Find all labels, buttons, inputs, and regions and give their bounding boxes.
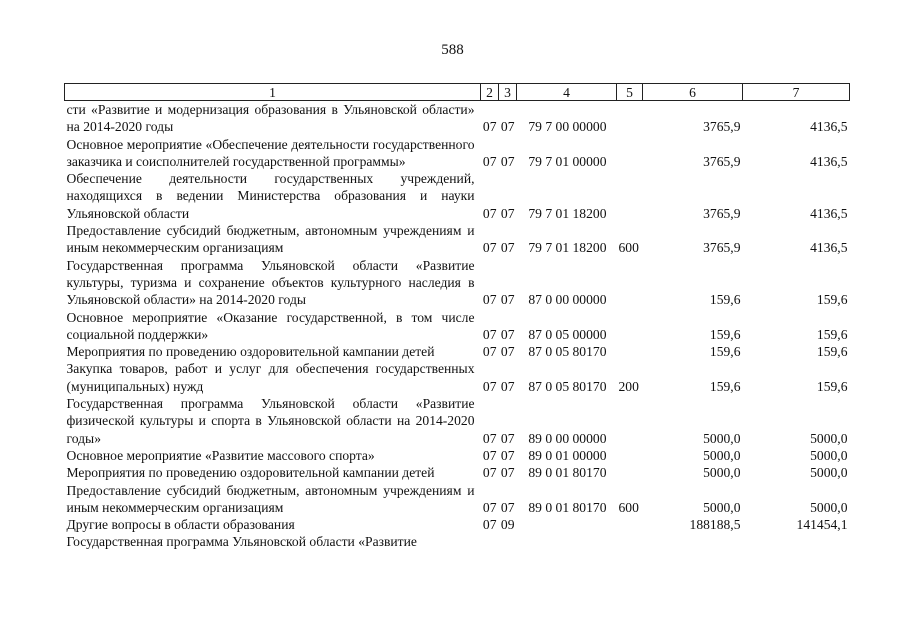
page-number: 588	[441, 42, 464, 58]
row-name: сти «Развитие и модернизация образования в Ульяновской области» на 2014-2020 годы	[66, 102, 475, 135]
row-amount-col7: 5000,0	[810, 499, 848, 515]
table-row	[65, 464, 850, 481]
row-expense-type	[617, 447, 643, 464]
row-name: Закупка товаров, работ и услуг для обеспечения государственных (муниципальных) нужд	[66, 361, 475, 394]
row-section: 07	[482, 326, 497, 342]
row-amount-col7: 4136,5	[810, 240, 848, 256]
row-target-article: 79 7 01 00000	[528, 153, 607, 169]
row-expense-type	[617, 533, 643, 550]
table-row	[65, 533, 850, 550]
row-amount-col6: 3765,9	[703, 205, 741, 221]
row-name: Основное мероприятие «Оказание государственной, в том числе социальной поддержки»	[66, 309, 475, 342]
table-row	[65, 516, 850, 533]
row-subsection: 07	[500, 465, 515, 481]
row-amount-col7	[743, 533, 850, 550]
row-name: Обеспечение деятельности государственных учреждений, находящихся в ведении Министерства образования и науки Ульяновской области	[66, 171, 475, 221]
row-amount-col7: 159,6	[816, 326, 848, 342]
row-expense-type: 200	[618, 378, 639, 394]
row-name: Мероприятия по проведению оздоровительной кампании детей	[66, 344, 435, 360]
row-amount-col6: 3765,9	[703, 240, 741, 256]
row-amount-col7: 4136,5	[810, 205, 848, 221]
table-row	[65, 101, 850, 136]
row-expense-type	[617, 464, 643, 481]
row-amount-col6: 5000,0	[703, 499, 741, 515]
row-expense-type: 600	[618, 240, 639, 256]
row-subsection: 07	[500, 326, 515, 342]
row-subsection: 07	[500, 499, 515, 515]
row-section	[481, 533, 499, 550]
row-subsection	[499, 533, 517, 550]
table-header	[65, 84, 850, 101]
table-body	[65, 101, 850, 551]
row-target-article: 79 7 01 18200	[528, 240, 607, 256]
row-section: 07	[482, 292, 497, 308]
column-header-1: 1	[65, 84, 481, 101]
row-target-article: 87 0 00 00000	[528, 292, 607, 308]
row-section: 07	[482, 378, 497, 394]
table-row	[65, 136, 850, 171]
row-section: 07	[482, 240, 497, 256]
row-subsection: 07	[500, 292, 515, 308]
row-expense-type	[617, 101, 643, 136]
row-expense-type	[617, 170, 643, 222]
row-target-article: 89 0 01 80170	[528, 499, 607, 515]
row-name: Государственная программа Ульяновской области «Развитие	[66, 534, 417, 550]
row-section: 07	[482, 517, 497, 533]
row-expense-type	[617, 516, 643, 533]
table-row	[65, 309, 850, 344]
row-section: 07	[482, 465, 497, 481]
row-amount-col7: 141454,1	[796, 517, 848, 533]
row-amount-col7: 159,6	[816, 344, 848, 360]
row-section: 07	[482, 205, 497, 221]
row-amount-col6: 5000,0	[703, 447, 741, 463]
row-name: Предоставление субсидий бюджетным, автономным учреждениям и иным некоммерческим организациям	[66, 482, 475, 515]
table-row	[65, 170, 850, 222]
row-amount-col6: 159,6	[709, 378, 741, 394]
row-section: 07	[482, 430, 497, 446]
row-target-article	[517, 533, 617, 550]
table-row	[65, 447, 850, 464]
table-row	[65, 482, 850, 517]
row-subsection: 07	[500, 447, 515, 463]
row-expense-type	[617, 136, 643, 171]
row-subsection: 07	[500, 378, 515, 394]
row-section: 07	[482, 447, 497, 463]
row-amount-col6: 3765,9	[703, 153, 741, 169]
row-amount-col7: 4136,5	[810, 119, 848, 135]
column-header-5: 5	[617, 84, 643, 101]
row-subsection: 07	[500, 344, 515, 360]
column-header-7: 7	[743, 84, 850, 101]
column-header-4: 4	[517, 84, 617, 101]
row-section: 07	[482, 344, 497, 360]
row-name: Другие вопросы в области образования	[66, 517, 295, 533]
row-amount-col6: 5000,0	[703, 465, 741, 481]
row-section: 07	[482, 153, 497, 169]
row-name: Мероприятия по проведению оздоровительной кампании детей	[66, 465, 435, 481]
row-subsection: 07	[500, 153, 515, 169]
row-amount-col7: 159,6	[816, 378, 848, 394]
row-amount-col7: 4136,5	[810, 153, 848, 169]
row-subsection: 07	[500, 240, 515, 256]
row-amount-col6	[643, 533, 743, 550]
row-target-article: 87 0 05 00000	[528, 326, 607, 342]
row-amount-col7: 5000,0	[810, 447, 848, 463]
column-header-3: 3	[499, 84, 517, 101]
row-expense-type	[617, 343, 643, 360]
row-target-article: 89 0 01 80170	[528, 465, 607, 481]
row-target-article: 87 0 05 80170	[528, 344, 607, 360]
table-row	[65, 257, 850, 309]
row-amount-col6: 159,6	[709, 344, 741, 360]
row-target-article: 87 0 05 80170	[528, 378, 607, 394]
row-name: Предоставление субсидий бюджетным, автономным учреждениям и иным некоммерческим организациям	[66, 223, 475, 256]
row-target-article: 89 0 00 00000	[528, 430, 607, 446]
row-target-article: 79 7 01 18200	[528, 205, 607, 221]
column-header-6: 6	[643, 84, 743, 101]
row-subsection: 07	[500, 205, 515, 221]
row-expense-type: 600	[618, 499, 639, 515]
row-subsection: 07	[500, 119, 515, 135]
column-header-2: 2	[481, 84, 499, 101]
row-name: Основное мероприятие «Развитие массового спорта»	[66, 447, 375, 463]
row-target-article: 89 0 01 00000	[528, 447, 607, 463]
row-amount-col6: 159,6	[709, 326, 741, 342]
row-expense-type	[617, 309, 643, 344]
row-amount-col7: 5000,0	[810, 430, 848, 446]
table-row	[65, 360, 850, 395]
row-section: 07	[482, 119, 497, 135]
row-target-article: 79 7 00 00000	[528, 119, 607, 135]
row-amount-col6: 3765,9	[703, 119, 741, 135]
row-name: Основное мероприятие «Обеспечение деятельности государственного заказчика и соисполнителей государственной программы»	[66, 136, 475, 169]
row-amount-col7: 5000,0	[810, 465, 848, 481]
row-amount-col6: 159,6	[709, 292, 741, 308]
row-section: 07	[482, 499, 497, 515]
row-subsection: 09	[500, 517, 515, 533]
row-expense-type	[617, 257, 643, 309]
table-row	[65, 343, 850, 360]
row-name: Государственная программа Ульяновской области «Развитие физической культуры и спорта в Ульяновской области на 2014-2020 годы»	[66, 396, 475, 446]
row-target-article	[517, 516, 617, 533]
row-subsection: 07	[500, 430, 515, 446]
row-amount-col6: 5000,0	[703, 430, 741, 446]
row-name: Государственная программа Ульяновской области «Развитие культуры, туризма и сохранение объектов культурного наследия в Ульяновской области» на 2014-2020 годы	[66, 257, 475, 308]
row-expense-type	[617, 395, 643, 447]
budget-table	[64, 83, 850, 551]
row-amount-col6: 188188,5	[689, 517, 741, 533]
table-row	[65, 222, 850, 257]
row-amount-col7: 159,6	[816, 292, 848, 308]
header-row	[65, 84, 850, 101]
table-row	[65, 395, 850, 447]
